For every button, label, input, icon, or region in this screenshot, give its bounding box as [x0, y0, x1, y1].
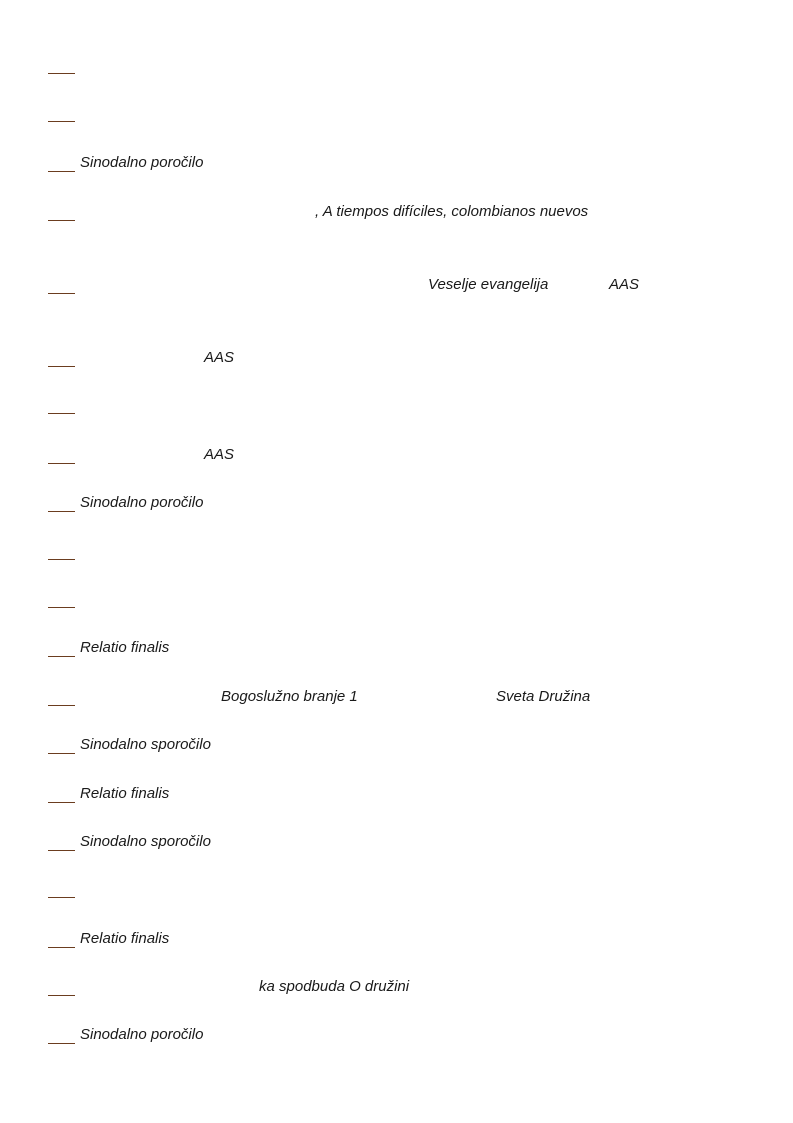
- footnote-rule: [48, 705, 75, 706]
- footnote-source-title: Sinodalno poročilo: [80, 154, 204, 171]
- footnote-source-title: Sveta Družina: [496, 688, 591, 705]
- footnote-source-title: Relatio finalis: [80, 639, 170, 656]
- footnote-journal-abbrev: AAS: [204, 446, 235, 463]
- footnote-rule: [48, 511, 75, 512]
- footnote-rule: [48, 753, 75, 754]
- footnote-rule: [48, 947, 75, 948]
- footnote-source-title: Relatio finalis: [80, 785, 170, 802]
- footnote-rule: [48, 366, 75, 367]
- footnote-rule: [48, 220, 75, 221]
- footnote-rule: [48, 121, 75, 122]
- footnote-rule: [48, 171, 75, 172]
- footnote-source-title: Veselje evangelija: [428, 276, 549, 293]
- footnote-rule: [48, 607, 75, 608]
- footnote-source-title: Relatio finalis: [80, 930, 170, 947]
- footnote-source-title: Bogoslužno branje 1: [221, 688, 358, 705]
- footnote-source-title: Sinodalno sporočilo: [80, 736, 211, 753]
- footnote-rule: [48, 463, 75, 464]
- footnote-journal-abbrev: AAS: [609, 276, 640, 293]
- footnote-source-title: Sinodalno sporočilo: [80, 833, 211, 850]
- footnote-rule: [48, 656, 75, 657]
- footnote-rule: [48, 413, 75, 414]
- footnote-rule: [48, 995, 75, 996]
- footnote-rule: [48, 73, 75, 74]
- footnote-rule: [48, 1043, 75, 1044]
- footnote-rule: [48, 802, 75, 803]
- footnote-source-title: Sinodalno poročilo: [80, 494, 204, 511]
- footnote-source-title: , A tiempos difíciles, colombianos nuevos: [315, 203, 589, 220]
- footnote-rule: [48, 559, 75, 560]
- footnote-rule: [48, 850, 75, 851]
- footnote-source-title: ka spodbuda O družini: [259, 978, 410, 995]
- footnote-journal-abbrev: AAS: [204, 349, 235, 366]
- footnote-source-title: Sinodalno poročilo: [80, 1026, 204, 1043]
- footnote-rule: [48, 897, 75, 898]
- footnote-rule: [48, 293, 75, 294]
